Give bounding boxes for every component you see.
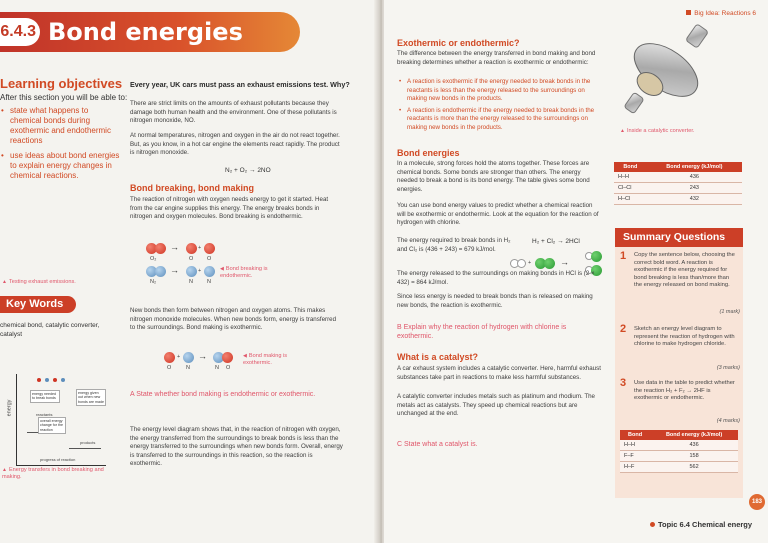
bond-making-caption: ◀ Bond making is exothermic. (243, 353, 288, 366)
energy-break-label: energy needed to break bonds (30, 390, 60, 403)
plus-sign: + (198, 245, 202, 251)
products-level (69, 448, 101, 449)
hydrogen-atom (517, 259, 526, 268)
summary-question-3: Use data in the table to predict whether the reaction H₂ + F₂ → 2HF is exothermic or endothermic. (634, 380, 735, 402)
catalyst-paragraph-2: A catalytic converter includes metals such as platinum and rhodium. The metals act as catalysts. They speed up chemical reactions but are unchanged at the end. (397, 393, 595, 418)
bond-cell: H–Cl (614, 194, 647, 205)
bond-making-paragraph: New bonds then form between nitrogen and oxygen atoms. This makes nitrogen monoxide molecules. When new bonds form, energy is transferred to the surroundings. Bond making is exothermic. (130, 307, 337, 332)
arrow-icon: → (198, 351, 207, 361)
plus-sign: + (528, 260, 532, 266)
bond-energies-paragraph-1: In a molecule, strong forces hold the atoms together. These forces are chemical bonds. Some bonds are stronger than others. The energy needed to break a bond is its bond energy. The table gives some bond energies. (397, 160, 590, 193)
bond-cell: H–H (614, 172, 647, 183)
o-label: O (226, 365, 231, 371)
reactants-label: reactants (36, 412, 53, 417)
key-words-heading: Key Words (6, 298, 64, 310)
table-header: Bond (614, 162, 647, 172)
catalyst-heading: What is a catalyst? (397, 352, 479, 362)
question-number: 1 (620, 250, 627, 262)
table-row (614, 183, 742, 194)
bond-cell: Cl–Cl (614, 183, 647, 194)
equation-h2-cl2: H₂ + Cl₂ → 2HCl (532, 238, 580, 245)
bond-energies-heading: Bond energies (397, 148, 460, 158)
bond-breaking-paragraph: The reaction of nitrogen with oxygen needs energy to get it started. Heat from the car engine supplies this energy. The energy breaks bonds in nitrogen and oxygen molecules. Bond breaking is endothermic. (130, 196, 329, 221)
exhaust-caption: ▲ Testing exhaust emissions. (2, 279, 76, 285)
o-label: O (189, 256, 194, 262)
exo-bullet-list (397, 78, 602, 133)
learning-objectives-intro: After this section you will be able to: (0, 93, 128, 102)
nitrogen-atom (186, 266, 197, 277)
question-c: C State what a catalyst is. (397, 441, 478, 448)
o-label: O (207, 256, 212, 262)
question-number: 2 (620, 323, 627, 335)
arrow-icon: → (170, 242, 179, 252)
energy-cell: 158 (650, 451, 738, 462)
exo-endo-heading: Exothermic or endothermic? (397, 38, 520, 48)
intro-question: Every year, UK cars must pass an exhaust emissions test. Why? (130, 80, 350, 89)
table-header: Bond (620, 430, 650, 440)
energy-cell: 562 (650, 462, 738, 473)
nitrogen-atom (204, 266, 215, 277)
learning-objectives-list (0, 106, 122, 186)
equation-n2-o2: N₂ + O₂ → 2NO (225, 167, 271, 174)
table-row (614, 172, 742, 183)
learning-objectives-heading: Learning objectives (0, 76, 123, 91)
plus-sign: + (198, 268, 202, 274)
energy-cell: 436 (647, 172, 742, 183)
chlorine-atom (544, 258, 555, 269)
running-head: Big Idea: Reactions 6 (686, 10, 756, 17)
table-row (614, 194, 742, 205)
overall-change-label: overall energy change for the reaction (38, 417, 66, 434)
table-row (620, 440, 738, 451)
summary-question-1: Copy the sentence below, choosing the correct bold word. A reaction is exothermic if the energy required for bond breaking is less than/more than the energy released on bond making. (634, 252, 735, 289)
nitrogen-atom (183, 352, 194, 363)
energy-axis-label: energy (6, 399, 13, 417)
exo-paragraph: The difference between the energy transferred in bond making and bond breaking determines whether a reaction is exothermic or endothermic: (397, 50, 596, 66)
energy-diagram-paragraph: The energy level diagram shows that, in the reaction of nitrogen with oxygen, the energy transferred from the surroundings to break bonds is less than the energy transferred to the surroundings when new bonds form. Overall, energy is transferred to the surroundings in this reaction, so the reaction is exothermic. (130, 426, 343, 468)
n-label: N (186, 365, 190, 371)
oxygen-atom (222, 352, 233, 363)
plus-sign: + (177, 354, 181, 360)
bond-cell: H–H (620, 440, 650, 451)
table-header: Bond energy (kJ/mol) (647, 162, 742, 172)
section-title: Bond energies (48, 18, 243, 46)
question-a: A State whether bond making is endothermic or exothermic. (130, 391, 316, 398)
section-number: 6.4.3 (0, 18, 40, 46)
marks-label: (4 marks) (716, 418, 740, 424)
bond-cell: H–F (620, 462, 650, 473)
energy-cell: 243 (647, 183, 742, 194)
oxygen-atom (186, 243, 197, 254)
atom-dot (45, 378, 49, 382)
n-label: N (207, 279, 211, 285)
topic-footer: Topic 6.4 Chemical energy (650, 520, 752, 529)
n-label: N (189, 279, 193, 285)
question-b: B Explain why the reaction of hydrogen with chlorine is exothermic. (397, 324, 567, 340)
chlorine-atom (591, 251, 602, 262)
bond-energies-paragraph-4: The energy released to the surroundings on making bonds in HCl is (2 × 432) = 864 kJ/mol. (397, 270, 595, 286)
bond-energies-paragraph-2: You can use bond energy values to predict whether a chemical reaction will be exothermic or endothermic. Look at the equation for the reaction of hydrogen with chlorine. (397, 202, 599, 227)
bond-cell: F–F (620, 451, 650, 462)
question-number: 3 (620, 377, 627, 389)
n-label: N (215, 365, 219, 371)
nitrogen-atom (155, 266, 166, 277)
bond-energies-paragraph-5: Since less energy is needed to break bonds than is released on making new bonds, the reaction is exothermic. (397, 293, 593, 309)
n2-label: N₂ (150, 279, 157, 285)
left-page (0, 0, 380, 543)
intro-paragraph-2: At normal temperatures, nitrogen and oxygen in the air do not react together. But, as you know, in a hot car engine the elements react rapidly. The product is nitrogen monoxide. (130, 132, 340, 157)
summary-questions-heading: Summary Questions (615, 228, 743, 247)
catalytic-converter-image (620, 20, 712, 120)
objective-item: • use ideas about bond energies to explain energy changes in chemical reactions. (0, 151, 122, 181)
table-header: Bond energy (kJ/mol) (650, 430, 738, 440)
o2-label: O₂ (150, 256, 157, 262)
bond-breaking-heading: Bond breaking, bond making (130, 183, 255, 193)
key-words-list: chemical bond, catalytic converter, catalyst (0, 322, 100, 338)
marks-label: (1 mark) (719, 309, 740, 315)
diagram-caption: ▲ Energy transfers in bond breaking and making. (2, 467, 104, 480)
summary-question-2: Sketch an energy level diagram to represent the reaction of hydrogen with chlorine to make hydrogen chloride. (634, 326, 735, 348)
arrow-icon: → (560, 257, 569, 267)
oxygen-atom (155, 243, 166, 254)
energy-released-label: energy given out when new bonds are made (76, 389, 106, 406)
bond-breaking-caption: ◀ Bond breaking is endothermic. (220, 266, 268, 279)
x-axis-label: progress of reaction (40, 457, 76, 462)
summary-bond-table (620, 430, 738, 473)
oxygen-atom (204, 243, 215, 254)
bullet-item: • A reaction is endothermic if the energy needed to break bonds in the reactants is more than the energy released to the surroundings on making new bonds in the products. (397, 107, 602, 133)
energy-cell: 436 (650, 440, 738, 451)
catalyst-paragraph-1: A car exhaust system includes a catalytic converter. Here, harmful exhaust substances take part in reactions to make less harmful substances. (397, 365, 601, 381)
page-number: 183 (749, 494, 765, 510)
intro-paragraph-1: There are strict limits on the amounts of exhaust pollutants because they damage both human health and the environment. One of these pollutants is nitrogen monoxide, NO. (130, 100, 337, 125)
marks-label: (3 marks) (716, 365, 740, 371)
table-row (620, 462, 738, 473)
atom-dot (61, 378, 65, 382)
table-row (620, 451, 738, 462)
bullet-item: • A reaction is exothermic if the energy needed to break bonds in the reactants is less than the energy released to the surroundings on making new bonds in the products. (397, 78, 602, 104)
o-label: O (167, 365, 172, 371)
atom-dot (37, 378, 41, 382)
converter-caption: ▲ Inside a catalytic converter. (620, 128, 695, 134)
bond-energy-table (614, 162, 742, 205)
products-label: products (80, 440, 96, 445)
arrow-icon: → (170, 265, 179, 275)
oxygen-atom (164, 352, 175, 363)
bond-energies-paragraph-3: The energy required to break bonds in H₂ and Cl₂ is (436 + 243) = 679 kJ/mol. (397, 237, 511, 253)
atom-dot (53, 378, 57, 382)
energy-cell: 432 (647, 194, 742, 205)
objective-item: • state what happens to chemical bonds during exothermic and endothermic reactions (0, 106, 122, 146)
